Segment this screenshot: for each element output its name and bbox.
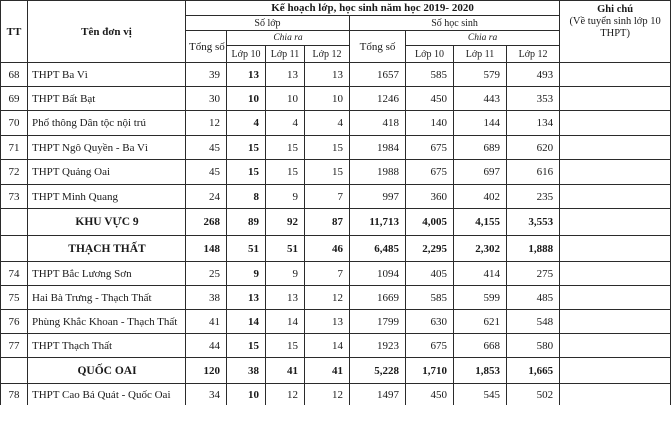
- class-total-cell: 38: [186, 286, 227, 310]
- table-row: [1, 160, 671, 185]
- student-grade12-cell: 275: [507, 262, 560, 286]
- unit-name: THPT Quảng Oai: [28, 160, 186, 185]
- class-grade12-cell: 15: [305, 160, 350, 185]
- class-total-cell: 41: [186, 310, 227, 334]
- table-row: [1, 185, 671, 209]
- student-grade11-cell: 689: [454, 136, 507, 160]
- table-row: [1, 111, 671, 136]
- unit-name: QUỐC OAI: [28, 358, 186, 384]
- student-total-cell: 1246: [350, 87, 406, 111]
- class-grade10-cell: 15: [227, 334, 266, 358]
- table-row: [1, 286, 671, 310]
- student-total-cell: 1669: [350, 286, 406, 310]
- unit-name: THPT Cao Bá Quát - Quốc Oai: [28, 384, 186, 406]
- student-grade12-cell: 235: [507, 185, 560, 209]
- class-grade10-cell: 14: [227, 310, 266, 334]
- unit-name: THPT Thạch Thất: [28, 334, 186, 358]
- class-grade10-cell: 38: [227, 358, 266, 384]
- unit-name: Phùng Khắc Khoan - Thạch Thất: [28, 310, 186, 334]
- student-total-cell: 1094: [350, 262, 406, 286]
- student-grade11-cell: 545: [454, 384, 507, 406]
- student-total-cell: 1988: [350, 160, 406, 185]
- student-grade10-cell: 450: [406, 87, 454, 111]
- class-total-cell: 39: [186, 63, 227, 87]
- class-grade10-cell: 13: [227, 286, 266, 310]
- table-row: [1, 334, 671, 358]
- notes-cell: [560, 87, 671, 111]
- student-grade10-cell: 585: [406, 63, 454, 87]
- class-total-cell: 120: [186, 358, 227, 384]
- region-row: [1, 209, 671, 236]
- class-grade11-cell: 10: [266, 87, 305, 111]
- notes-cell: [560, 310, 671, 334]
- row-tt: 73: [1, 185, 28, 209]
- unit-name: THPT Ba Vì: [28, 63, 186, 87]
- row-tt: 71: [1, 136, 28, 160]
- student-total-cell: 1923: [350, 334, 406, 358]
- unit-name: THPT Bất Bạt: [28, 87, 186, 111]
- row-tt: 75: [1, 286, 28, 310]
- student-grade11-cell: 1,853: [454, 358, 507, 384]
- class-grade12-cell: 13: [305, 310, 350, 334]
- class-grade11-cell: 41: [266, 358, 305, 384]
- class-grade10-cell: 10: [227, 87, 266, 111]
- student-total-cell: 6,485: [350, 236, 406, 262]
- notes-cell: [560, 358, 671, 384]
- class-total-cell: 30: [186, 87, 227, 111]
- student-grade10-cell: 630: [406, 310, 454, 334]
- unit-name: Phổ thông Dân tộc nội trú: [28, 111, 186, 136]
- table-header: [1, 1, 671, 63]
- region-row: [1, 236, 671, 262]
- class-grade10-cell: 8: [227, 185, 266, 209]
- unit-name: THPT Bắc Lương Sơn: [28, 262, 186, 286]
- class-total-cell: 24: [186, 185, 227, 209]
- student-grade11-cell: 2,302: [454, 236, 507, 262]
- student-grade10-cell: 140: [406, 111, 454, 136]
- student-total-cell: 1497: [350, 384, 406, 406]
- row-tt: 70: [1, 111, 28, 136]
- table-row: [1, 262, 671, 286]
- notes-cell: [560, 236, 671, 262]
- class-grade10-header: Lớp 10: [227, 46, 266, 63]
- tt-header: TT: [1, 1, 28, 63]
- class-grade10-cell: 4: [227, 111, 266, 136]
- class-breakdown-header: Chia ra: [227, 31, 350, 46]
- class-grade11-cell: 51: [266, 236, 305, 262]
- table-row: [1, 384, 671, 406]
- unit-name: THẠCH THẤT: [28, 236, 186, 262]
- unit-name-header: Tên đơn vị: [28, 1, 186, 63]
- student-grade12-cell: 353: [507, 87, 560, 111]
- class-total-cell: 45: [186, 160, 227, 185]
- notes-header: [560, 1, 671, 63]
- student-grade11-cell: 621: [454, 310, 507, 334]
- class-grade12-cell: 13: [305, 63, 350, 87]
- notes-cell: [560, 384, 671, 406]
- class-grade10-cell: 10: [227, 384, 266, 406]
- region-row: [1, 358, 671, 384]
- class-total-cell: 34: [186, 384, 227, 406]
- class-grade11-cell: 14: [266, 310, 305, 334]
- student-total-cell: 5,228: [350, 358, 406, 384]
- unit-name: KHU VỰC 9: [28, 209, 186, 236]
- class-grade11-cell: 9: [266, 185, 305, 209]
- row-tt: 78: [1, 384, 28, 406]
- unit-name: THPT Minh Quang: [28, 185, 186, 209]
- class-grade11-cell: 15: [266, 136, 305, 160]
- class-total-cell: 44: [186, 334, 227, 358]
- student-total-cell: 997: [350, 185, 406, 209]
- student-total-cell: 418: [350, 111, 406, 136]
- notes-cell: [560, 209, 671, 236]
- student-grade12-cell: 548: [507, 310, 560, 334]
- student-grade11-cell: 443: [454, 87, 507, 111]
- table-body: [1, 63, 671, 406]
- row-tt: 69: [1, 87, 28, 111]
- student-grade12-cell: 502: [507, 384, 560, 406]
- notes-cell: [560, 185, 671, 209]
- class-total-header: Tổng số: [186, 31, 227, 63]
- class-grade10-cell: 51: [227, 236, 266, 262]
- student-grade10-cell: 360: [406, 185, 454, 209]
- table-row: [1, 136, 671, 160]
- student-total-header: Tổng số: [350, 31, 406, 63]
- class-grade10-cell: 89: [227, 209, 266, 236]
- row-tt: [1, 209, 28, 236]
- class-grade11-cell: 9: [266, 262, 305, 286]
- student-grade10-cell: 675: [406, 160, 454, 185]
- student-grade10-header: Lớp 10: [406, 46, 454, 63]
- student-grade11-cell: 144: [454, 111, 507, 136]
- student-grade11-header: Lớp 11: [454, 46, 507, 63]
- class-grade12-header: Lớp 12: [305, 46, 350, 63]
- class-grade12-cell: 12: [305, 384, 350, 406]
- notes-cell: [560, 63, 671, 87]
- class-total-cell: 268: [186, 209, 227, 236]
- student-grade12-cell: 3,553: [507, 209, 560, 236]
- class-grade12-cell: 7: [305, 262, 350, 286]
- student-grade10-cell: 4,005: [406, 209, 454, 236]
- notes-title: Ghi chú: [597, 4, 634, 15]
- student-grade10-cell: 1,710: [406, 358, 454, 384]
- class-grade10-cell: 15: [227, 136, 266, 160]
- class-grade11-cell: 4: [266, 111, 305, 136]
- unit-name: THPT Ngô Quyền - Ba Vì: [28, 136, 186, 160]
- student-total-cell: 1657: [350, 63, 406, 87]
- row-tt: [1, 236, 28, 262]
- student-grade11-cell: 579: [454, 63, 507, 87]
- table-row: [1, 87, 671, 111]
- notes-cell: [560, 111, 671, 136]
- row-tt: 77: [1, 334, 28, 358]
- class-grade12-cell: 87: [305, 209, 350, 236]
- class-grade11-cell: 13: [266, 63, 305, 87]
- student-grade11-cell: 599: [454, 286, 507, 310]
- student-grade10-cell: 405: [406, 262, 454, 286]
- student-grade12-cell: 1,665: [507, 358, 560, 384]
- student-grade12-cell: 620: [507, 136, 560, 160]
- notes-cell: [560, 286, 671, 310]
- class-grade11-cell: 13: [266, 286, 305, 310]
- class-grade12-cell: 15: [305, 136, 350, 160]
- notes-cell: [560, 262, 671, 286]
- student-grade12-cell: 134: [507, 111, 560, 136]
- notes-subtitle: (Về tuyển sinh lớp 10 THPT): [569, 16, 661, 39]
- class-grade12-cell: 46: [305, 236, 350, 262]
- student-grade10-cell: 585: [406, 286, 454, 310]
- class-grade11-cell: 92: [266, 209, 305, 236]
- class-grade10-cell: 15: [227, 160, 266, 185]
- student-count-header: Số học sinh: [350, 16, 560, 31]
- table-row: [1, 310, 671, 334]
- student-grade11-cell: 414: [454, 262, 507, 286]
- notes-cell: [560, 160, 671, 185]
- class-grade12-cell: 14: [305, 334, 350, 358]
- student-grade11-cell: 668: [454, 334, 507, 358]
- class-grade11-cell: 15: [266, 160, 305, 185]
- student-grade12-header: Lớp 12: [507, 46, 560, 63]
- class-grade11-header: Lớp 11: [266, 46, 305, 63]
- student-grade11-cell: 697: [454, 160, 507, 185]
- student-grade12-cell: 493: [507, 63, 560, 87]
- student-grade10-cell: 2,295: [406, 236, 454, 262]
- student-grade12-cell: 580: [507, 334, 560, 358]
- notes-cell: [560, 136, 671, 160]
- row-tt: 68: [1, 63, 28, 87]
- class-total-cell: 12: [186, 111, 227, 136]
- class-total-cell: 148: [186, 236, 227, 262]
- notes-cell: [560, 334, 671, 358]
- row-tt: 74: [1, 262, 28, 286]
- unit-name: Hai Bà Trưng - Thạch Thất: [28, 286, 186, 310]
- table-row: [1, 63, 671, 87]
- student-grade10-cell: 675: [406, 334, 454, 358]
- class-grade12-cell: 4: [305, 111, 350, 136]
- student-grade12-cell: 616: [507, 160, 560, 185]
- student-total-cell: 1799: [350, 310, 406, 334]
- student-grade10-cell: 675: [406, 136, 454, 160]
- row-tt: 76: [1, 310, 28, 334]
- student-total-cell: 1984: [350, 136, 406, 160]
- student-total-cell: 11,713: [350, 209, 406, 236]
- class-grade12-cell: 41: [305, 358, 350, 384]
- student-breakdown-header: Chia ra: [406, 31, 560, 46]
- plan-title: Kế hoạch lớp, học sinh năm học 2019- 2020: [186, 1, 560, 16]
- student-grade11-cell: 402: [454, 185, 507, 209]
- class-grade10-cell: 9: [227, 262, 266, 286]
- student-grade12-cell: 1,888: [507, 236, 560, 262]
- class-grade12-cell: 10: [305, 87, 350, 111]
- class-total-cell: 25: [186, 262, 227, 286]
- student-grade10-cell: 450: [406, 384, 454, 406]
- row-tt: [1, 358, 28, 384]
- class-grade12-cell: 12: [305, 286, 350, 310]
- class-grade11-cell: 12: [266, 384, 305, 406]
- student-grade12-cell: 485: [507, 286, 560, 310]
- row-tt: 72: [1, 160, 28, 185]
- student-grade11-cell: 4,155: [454, 209, 507, 236]
- class-total-cell: 45: [186, 136, 227, 160]
- class-grade11-cell: 15: [266, 334, 305, 358]
- class-count-header: Số lớp: [186, 16, 350, 31]
- class-grade12-cell: 7: [305, 185, 350, 209]
- class-grade10-cell: 13: [227, 63, 266, 87]
